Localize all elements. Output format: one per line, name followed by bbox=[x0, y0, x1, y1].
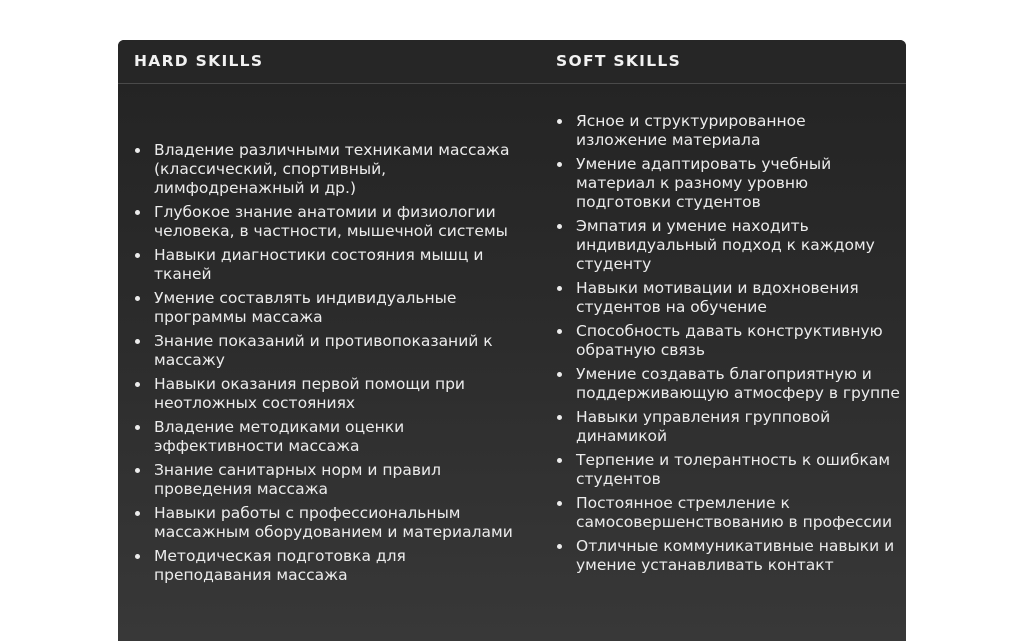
list-item: Знание показаний и противопоказаний к массажу bbox=[134, 332, 524, 370]
list-item: Отличные коммуникативные навыки и умение устанавливать контакт bbox=[556, 537, 901, 575]
soft-skills-list bbox=[556, 112, 901, 580]
list-item: Ясное и структурированное изложение материала bbox=[556, 112, 901, 150]
table-header bbox=[118, 40, 906, 84]
list-item: Навыки работы с профессиональным массажным оборудованием и материалами bbox=[134, 504, 524, 542]
list-item: Эмпатия и умение находить индивидуальный подход к каждому студенту bbox=[556, 217, 901, 274]
list-item: Терпение и толерантность к ошибкам студентов bbox=[556, 451, 901, 489]
list-item: Умение составлять индивидуальные программы массажа bbox=[134, 289, 524, 327]
soft-skills-heading: SOFT SKILLS bbox=[556, 52, 682, 70]
hard-skills-list bbox=[134, 141, 524, 590]
list-item: Навыки диагностики состояния мышц и тканей bbox=[134, 246, 524, 284]
list-item: Глубокое знание анатомии и физиологии человека, в частности, мышечной системы bbox=[134, 203, 524, 241]
skills-card bbox=[118, 40, 906, 641]
list-item: Методическая подготовка для преподавания массажа bbox=[134, 547, 524, 585]
list-item: Умение адаптировать учебный материал к разному уровню подготовки студентов bbox=[556, 155, 901, 212]
list-item: Владение различными техниками массажа (классический, спортивный, лимфодренажный и др.) bbox=[134, 141, 524, 198]
hard-skills-heading: HARD SKILLS bbox=[134, 52, 264, 70]
list-item: Владение методиками оценки эффективности массажа bbox=[134, 418, 524, 456]
list-item: Постоянное стремление к самосовершенствованию в профессии bbox=[556, 494, 901, 532]
list-item: Знание санитарных норм и правил проведения массажа bbox=[134, 461, 524, 499]
list-item: Навыки оказания первой помощи при неотложных состояниях bbox=[134, 375, 524, 413]
list-item: Способность давать конструктивную обратную связь bbox=[556, 322, 901, 360]
list-item: Умение создавать благоприятную и поддерживающую атмосферу в группе bbox=[556, 365, 901, 403]
list-item: Навыки управления групповой динамикой bbox=[556, 408, 901, 446]
list-item: Навыки мотивации и вдохновения студентов на обучение bbox=[556, 279, 901, 317]
